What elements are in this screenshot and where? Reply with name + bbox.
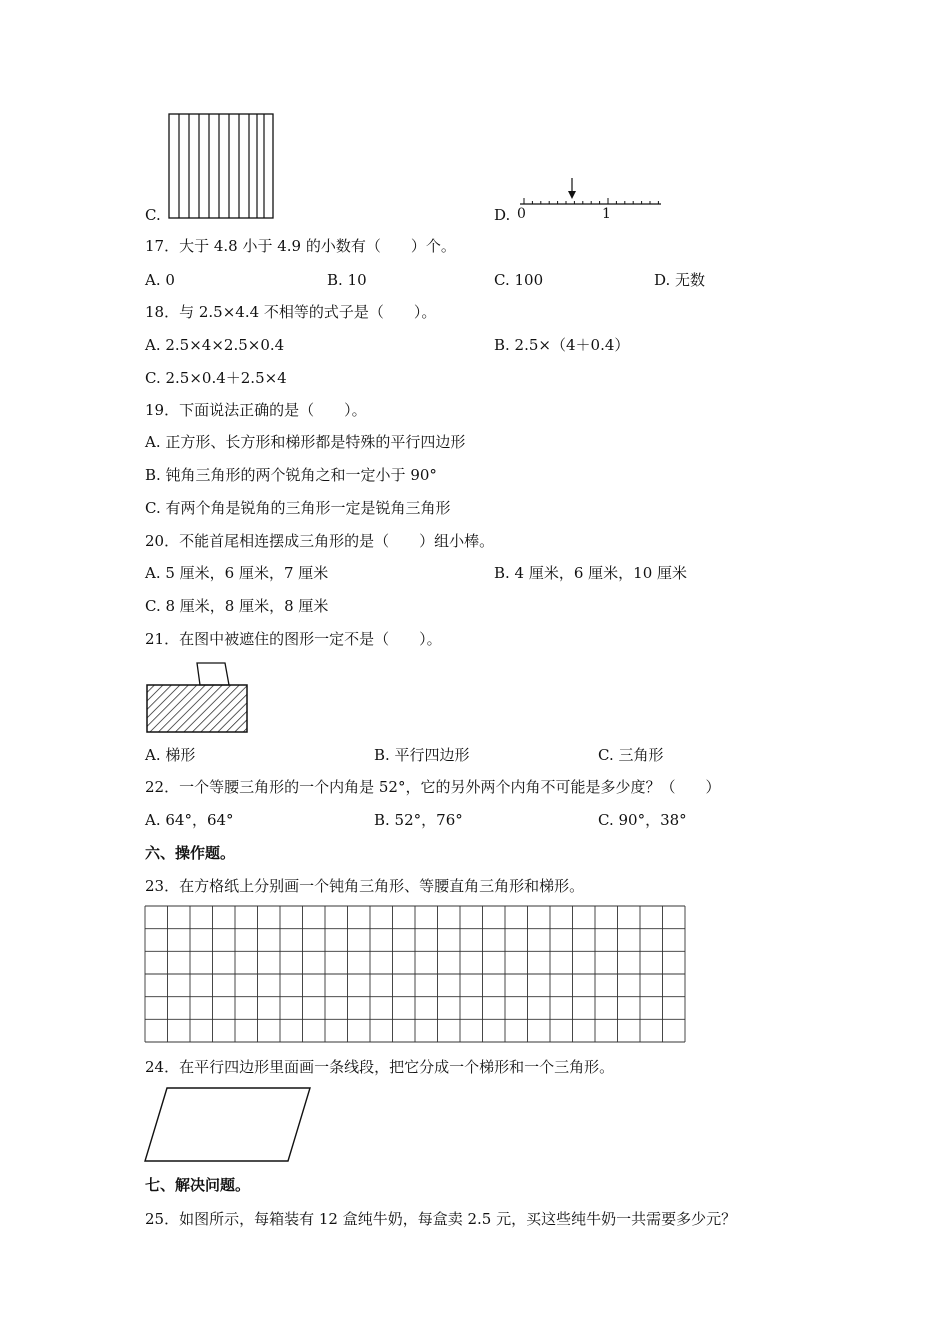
q21-stem: 21．在图中被遮住的图形一定不是（ ）。 [145, 630, 442, 648]
q16-option-c-label: C. [145, 206, 161, 224]
q19-option-c: C. 有两个角是锐角的三角形一定是锐角三角形 [145, 499, 451, 517]
q18-option-b: B. 2.5×（4＋0.4） [494, 336, 630, 354]
q25-stem: 25．如图所示，每箱装有 12 盒纯牛奶，每盒卖 2.5 元，买这些纯牛奶一共需要多少元？ [145, 1210, 737, 1228]
q21-option-c: C. 三角形 [598, 746, 664, 764]
q16-option-d-number-line [515, 176, 665, 220]
q19-option-b: B. 钝角三角形的两个锐角之和一定小于 90° [145, 466, 437, 484]
q19-stem: 19．下面说法正确的是（ ）。 [145, 401, 367, 419]
q23-grid-paper[interactable] [144, 905, 686, 1043]
q24-stem: 24．在平行四边形里面画一条线段，把它分成一个梯形和一个三角形。 [145, 1058, 615, 1076]
section6-title: 六、操作题。 [145, 844, 236, 862]
q20-option-c: C. 8 厘米，8 厘米，8 厘米 [145, 597, 329, 615]
q22-option-b: B. 52°，76° [374, 811, 463, 829]
q17-stem: 17．大于 4.8 小于 4.9 的小数有（ ）个。 [145, 237, 456, 255]
q17-option-c: C. 100 [494, 271, 544, 289]
q22-stem: 22．一个等腰三角形的一个内角是 52°，它的另外两个内角不可能是多少度？（ ） [145, 778, 721, 796]
q18-option-a: A. 2.5×4×2.5×0.4 [145, 336, 285, 354]
q23-stem: 23．在方格纸上分别画一个钝角三角形、等腰直角三角形和梯形。 [145, 877, 585, 895]
section7-title: 七、解决问题。 [145, 1176, 251, 1194]
q20-option-a: A. 5 厘米，6 厘米，7 厘米 [145, 564, 329, 582]
q19-option-a: A. 正方形、长方形和梯形都是特殊的平行四边形 [145, 433, 466, 451]
q17-option-b: B. 10 [327, 271, 367, 289]
q18-option-c: C. 2.5×0.4＋2.5×4 [145, 369, 287, 387]
q18-stem: 18．与 2.5×4.4 不相等的式子是（ ）。 [145, 303, 437, 321]
q22-option-c: C. 90°，38° [598, 811, 687, 829]
q22-option-a: A. 64°，64° [145, 811, 234, 829]
q20-option-b: B. 4 厘米，6 厘米，10 厘米 [494, 564, 688, 582]
q16-option-d-label: D. [494, 206, 511, 224]
q21-option-b: B. 平行四边形 [374, 746, 470, 764]
q24-parallelogram[interactable] [143, 1086, 313, 1164]
q16-option-c-figure [168, 113, 274, 219]
q16-ruler-one: 1 [602, 206, 611, 222]
q21-covered-figure [145, 660, 251, 736]
q17-option-a: A. 0 [145, 271, 175, 289]
q21-option-a: A. 梯形 [145, 746, 196, 764]
q16-ruler-zero: 0 [517, 206, 526, 222]
q17-option-d: D. 无数 [654, 271, 706, 289]
q20-stem: 20．不能首尾相连摆成三角形的是（ ）组小棒。 [145, 532, 495, 550]
